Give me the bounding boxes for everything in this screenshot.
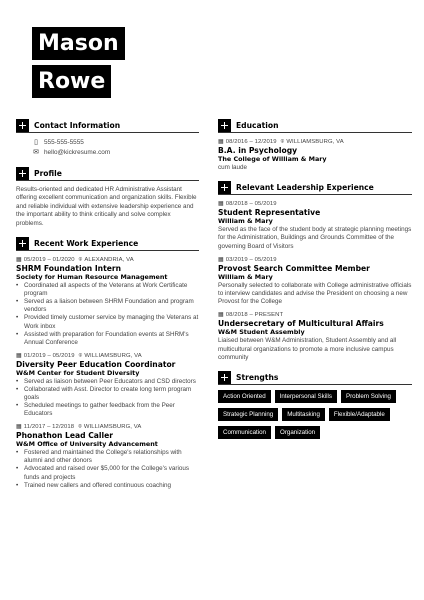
bullet-item: • Served as liaison between Peer Educators and CSD directors — [16, 378, 199, 386]
job-title: Phonathon Lead Caller — [16, 431, 114, 441]
role-description: Served as the face of the student body at strategic planning meetings for the Administration, Buildings and Grounds Committee of the governing Board of Visitors — [218, 226, 412, 250]
organization: William & Mary — [218, 217, 273, 226]
name-header — [32, 27, 125, 103]
leadership-entry — [218, 200, 412, 251]
location-pin-icon: ⌾ — [78, 257, 83, 264]
profile-text: Results-oriented and dedicated HR Administrative Assistant offering excellent communication and organization skills. Flexible and reliable individual with extensive leadership experience and the important ability to think critically and solve complex problems. — [16, 186, 197, 227]
work-entry — [16, 256, 199, 347]
organization: William & Mary — [218, 272, 273, 281]
role-title: Student Representative — [218, 208, 321, 218]
bullet-item: • Served as a liaison between SHRM Foundation and program vendors — [16, 298, 199, 314]
section-header — [218, 371, 412, 385]
section-title: Relevant Leadership Experience — [236, 182, 374, 192]
entry-meta — [218, 256, 412, 264]
section-title: Recent Work Experience — [34, 238, 139, 248]
calendar-icon: ▦ — [218, 201, 224, 208]
degree: B.A. in Psychology — [218, 146, 298, 155]
email-address[interactable]: hello@kickresume.com — [44, 149, 111, 156]
email-line[interactable] — [32, 148, 199, 158]
bullet-item: • Trained new callers and offered continuous coaching — [16, 482, 199, 490]
role-description: Liaised between W&M Administration, Student Assembly and all multicultural organizations to promote a more inclusive campus community — [218, 337, 397, 361]
entry-dates: 05/2019 – 01/2020 — [23, 257, 75, 264]
strengths-chips — [218, 390, 412, 439]
section-header — [16, 167, 199, 181]
phone-icon: ▯ — [34, 139, 38, 146]
strength-chip: Interpersonal Skills — [275, 390, 337, 403]
calendar-icon: ▦ — [218, 139, 224, 145]
contact-section — [16, 119, 199, 158]
last-name: Rowe — [32, 65, 111, 98]
education-section — [218, 119, 412, 172]
strength-chip: Multitasking — [282, 408, 325, 421]
entry-meta — [16, 423, 199, 431]
work-entry — [16, 352, 199, 418]
role-description: Personally selected to collaborate with College administrative officials to interview candidates and advise the President on choosing a new Provost for the College — [218, 281, 412, 306]
calendar-icon: ▦ — [218, 256, 224, 263]
phone-line — [32, 138, 199, 148]
section-header — [16, 237, 199, 251]
calendar-icon: ▦ — [16, 352, 22, 359]
section-header — [218, 119, 412, 133]
right-column — [218, 119, 412, 448]
bullet-list — [16, 282, 199, 347]
strength-chip: Problem Solving — [341, 390, 396, 403]
profile-section — [16, 167, 199, 228]
strength-chip: Flexible/Adaptable — [329, 408, 390, 421]
entry-dates: 08/2016 – 12/2019 — [225, 139, 277, 145]
entry-dates: 08/2018 – PRESENT — [225, 312, 284, 319]
employer: Society for Human Resource Management — [16, 273, 168, 282]
plus-icon — [218, 371, 231, 384]
work-section — [16, 237, 199, 490]
strength-chip: Strategic Planning — [218, 408, 278, 421]
job-title: Diversity Peer Education Coordinator — [16, 359, 176, 369]
job-title: SHRM Foundation Intern — [16, 264, 122, 274]
location-pin-icon: ⌾ — [78, 352, 83, 359]
entry-meta — [16, 256, 199, 264]
employer: W&M Office of University Advancement — [16, 440, 158, 449]
entry-meta — [218, 138, 412, 146]
bullet-list — [16, 378, 199, 418]
entry-dates: 01/2019 – 05/2019 — [23, 352, 75, 359]
plus-icon — [16, 237, 29, 250]
section-title: Profile — [34, 168, 62, 178]
entry-dates: 03/2019 – 05/2019 — [225, 256, 277, 263]
strength-chip: Communication — [218, 426, 271, 439]
bullet-item: • Assisted with preparation for Foundation events at SHRM's Annual Conference — [16, 331, 199, 347]
section-title: Education — [236, 120, 279, 130]
section-header — [16, 119, 199, 133]
plus-icon — [218, 181, 231, 194]
bullet-item: • Provided timely customer service by managing the Veterans at Work inbox — [16, 314, 199, 330]
strength-chip: Organization — [275, 426, 320, 439]
section-title: Strengths — [236, 372, 279, 382]
employer: W&M Center for Student Diversity — [16, 368, 140, 377]
plus-icon — [16, 119, 29, 132]
entry-meta — [16, 352, 199, 360]
envelope-icon: ✉ — [33, 149, 39, 156]
bullet-item: • Coordinated all aspects of the Veterans at Work Certificate program — [16, 282, 199, 298]
bullet-item: • Fostered and maintained the College's relationships with alumni and other donors — [16, 449, 199, 465]
role-title: Undersecretary of Multicultural Affairs — [218, 319, 384, 329]
calendar-icon: ▦ — [16, 257, 22, 264]
strength-chip: Action Oriented — [218, 390, 271, 403]
first-name: Mason — [32, 27, 125, 60]
bullet-list — [16, 449, 199, 489]
calendar-icon: ▦ — [218, 312, 224, 319]
entry-location: WILLIAMSBURG, VA — [83, 424, 142, 431]
entry-meta — [218, 200, 412, 208]
entry-location: WILLIAMSBURG, VA — [286, 139, 344, 145]
calendar-icon: ▦ — [16, 424, 22, 431]
leadership-entry — [218, 311, 412, 362]
left-column — [16, 119, 199, 499]
location-pin-icon: ⌾ — [78, 424, 82, 431]
location-pin-icon: ⌾ — [280, 139, 285, 145]
entry-location: WILLIAMSBURG, VA — [84, 352, 142, 359]
bullet-item: • Scheduled meetings to gather feedback from the Peer Educators — [16, 402, 199, 418]
education-entry — [218, 138, 412, 172]
plus-icon — [16, 167, 29, 180]
work-entry — [16, 423, 199, 489]
entry-location: ALEXANDRIA, VA — [84, 257, 134, 264]
school: The College of William & Mary — [218, 155, 327, 163]
entry-dates: 08/2018 – 05/2019 — [225, 201, 277, 208]
honors: cum laude — [218, 164, 248, 171]
bullet-item: • Collaborated with Asst. Director to create long term program goals — [16, 386, 199, 402]
entry-dates: 11/2017 – 12/2018 — [23, 424, 75, 431]
leadership-section — [218, 181, 412, 362]
entry-meta — [218, 311, 412, 319]
section-title: Contact Information — [34, 120, 121, 130]
organization: W&M Student Assembly — [218, 328, 305, 337]
leadership-entry — [218, 256, 412, 307]
bullet-item: • Advocated and raised over $5,000 for the College's various funds and projects — [16, 465, 199, 481]
role-title: Provost Search Committee Member — [218, 263, 370, 273]
section-header — [218, 181, 412, 195]
phone-number: 555-555-5555 — [44, 139, 84, 146]
strengths-section — [218, 371, 412, 439]
plus-icon — [218, 119, 231, 132]
